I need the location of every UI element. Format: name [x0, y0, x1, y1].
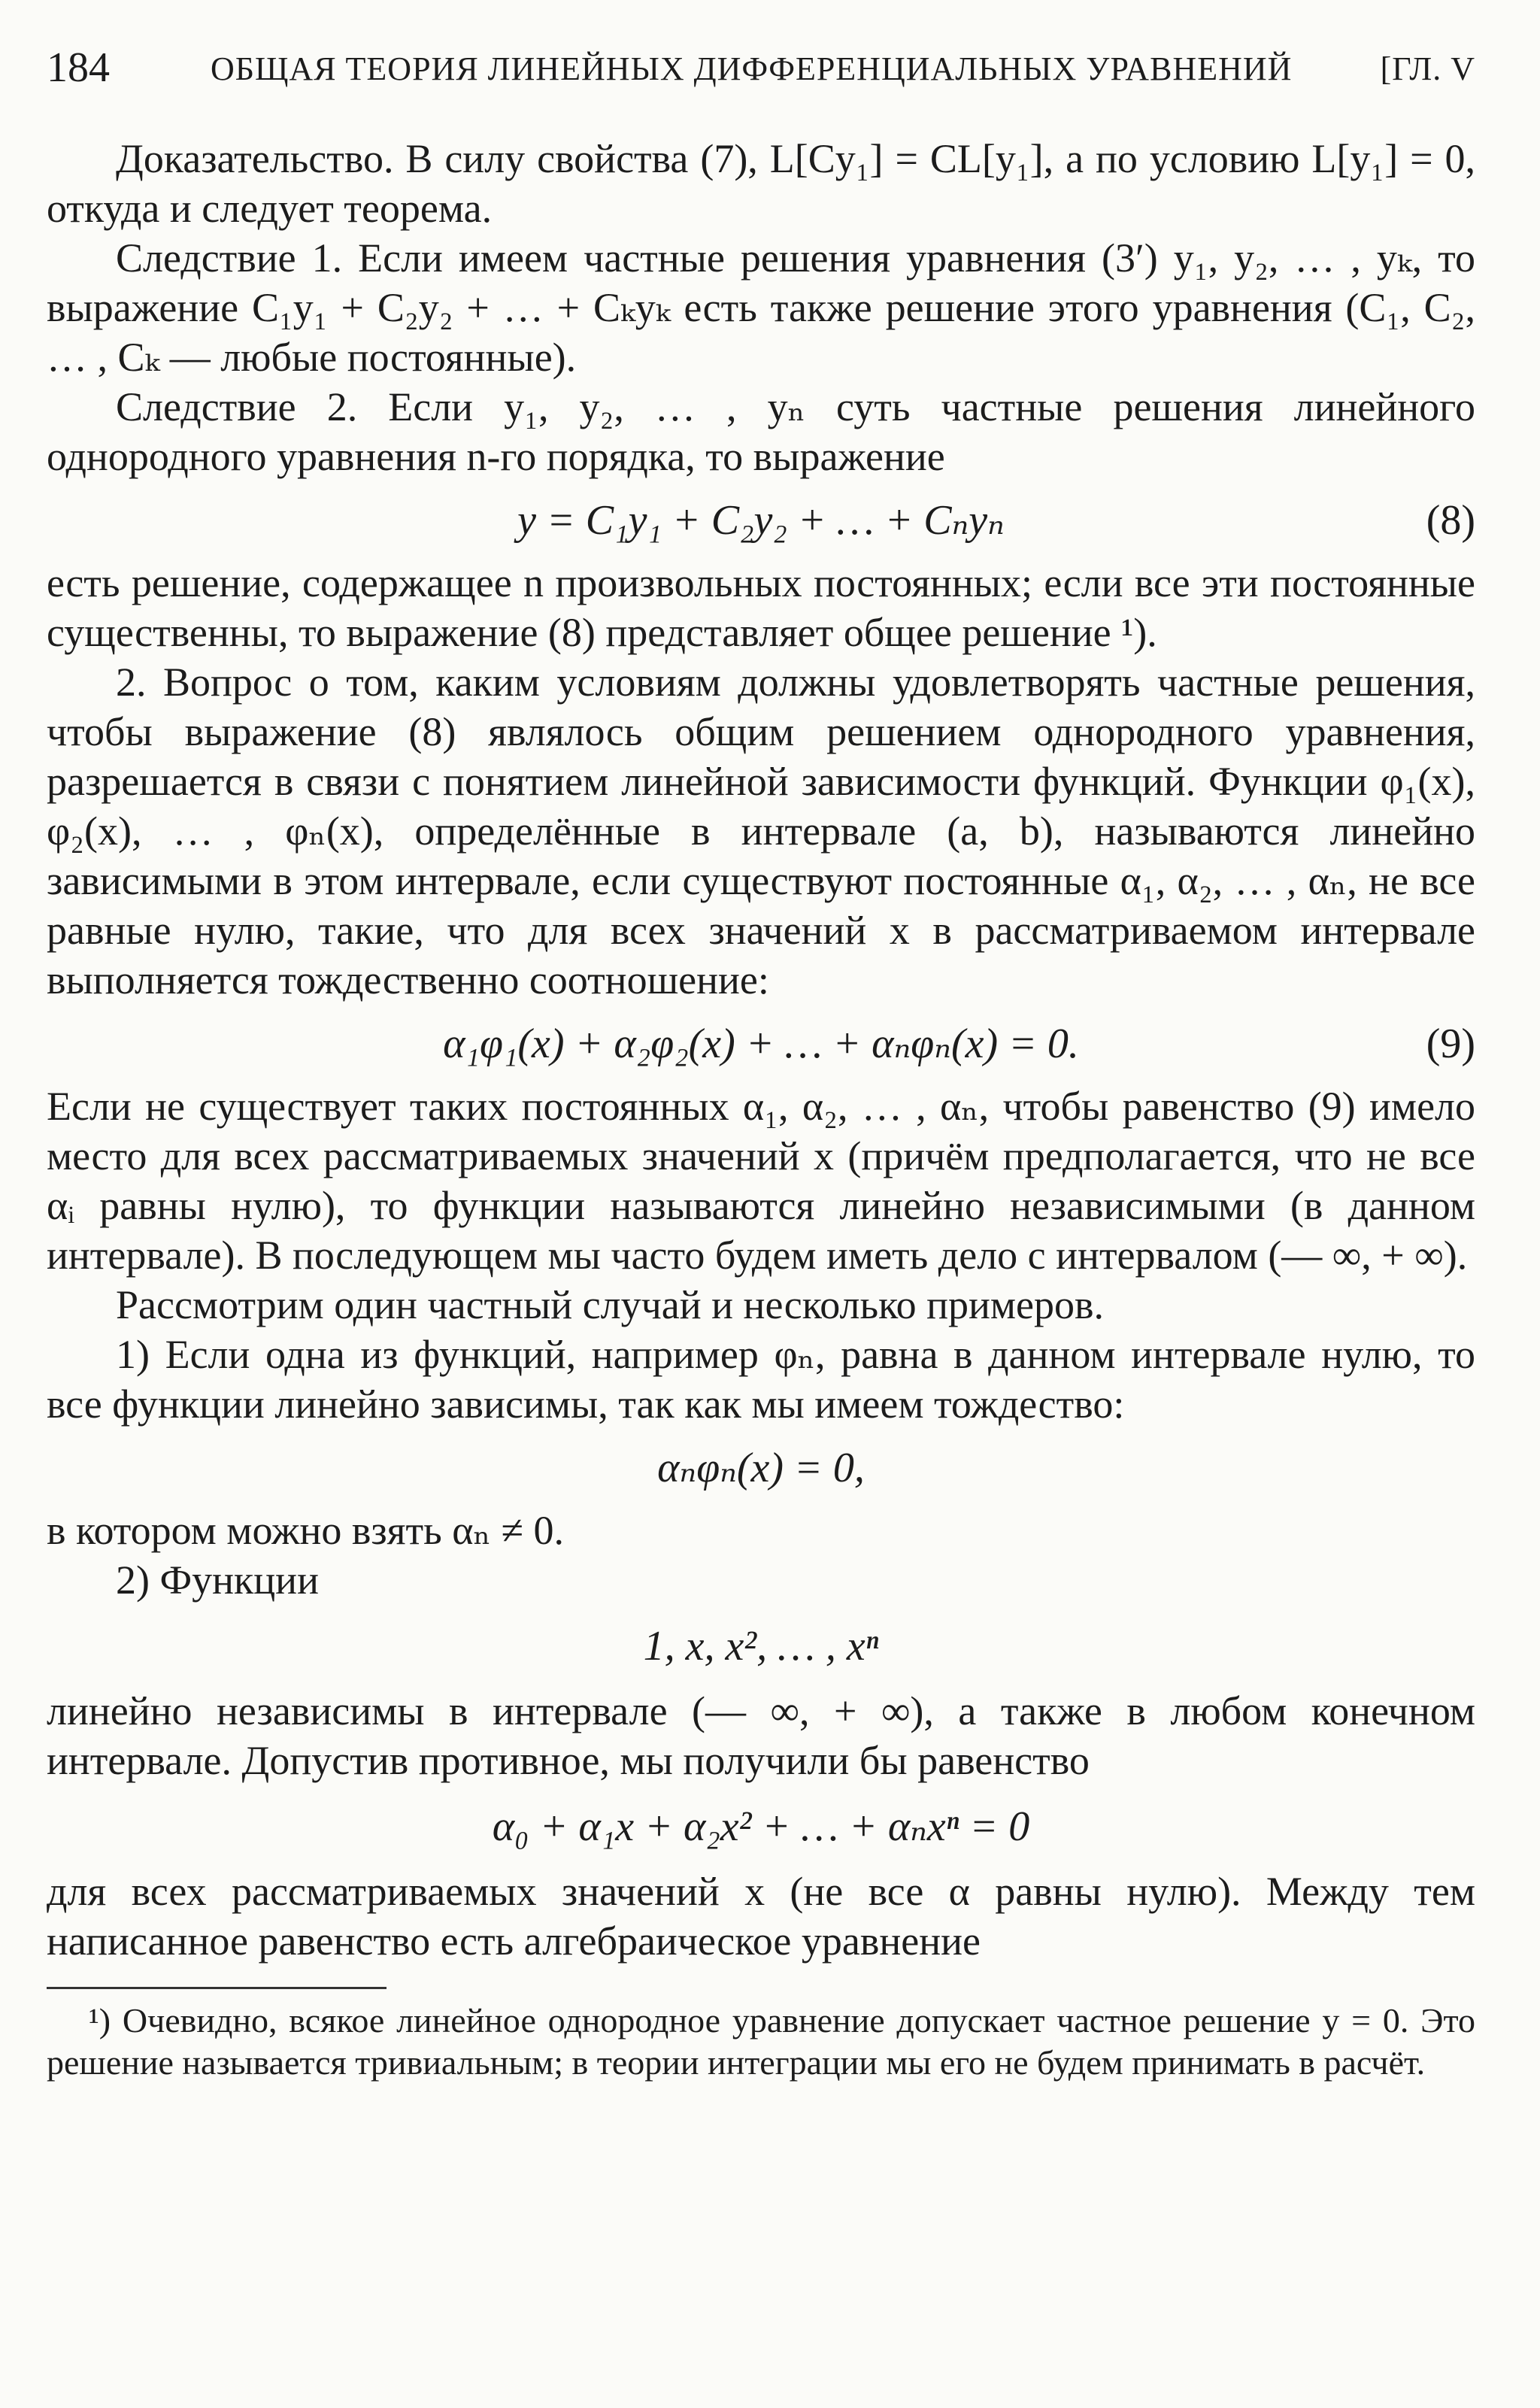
identity-formula: αₙφₙ(x) = 0, [657, 1445, 865, 1491]
after-case-2-paragraph: линейно независимы в интервале (— ∞, + ∞), а также в любом конечном интервале. Допустив противное, мы получили бы равенство [47, 1688, 1475, 1783]
proof-paragraph: Доказательство. В силу свойства (7), L[Cy₁] = CL[y₁], а по условию L[y₁] = 0, откуда и следует теорема. [47, 136, 1475, 231]
powers-formula: 1, x, x², … , xⁿ [643, 1623, 879, 1670]
equation-8-formula: y = C₁y₁ + C₂y₂ + … + Cₙyₙ [517, 497, 1005, 544]
running-title: ОБЩАЯ ТЕОРИЯ ЛИНЕЙНЫХ ДИФФЕРЕНЦИАЛЬНЫХ УРАВНЕНИЙ [211, 50, 1293, 87]
chapter-label: [ГЛ. V [1380, 50, 1475, 87]
page-number: 184 [47, 44, 110, 91]
page-body [47, 134, 1475, 2084]
corollary-2-paragraph: Следствие 2. Если y₁, y₂, … , yₙ суть частные решения линейного однородного уравнения n-го порядка, то выражение [47, 384, 1475, 479]
equation-9-number: (9) [1426, 1021, 1475, 1067]
powers-list [47, 1609, 1475, 1683]
equation-8 [47, 486, 1475, 555]
after-eq9-paragraph: Если не существует таких постоянных α₁, α₂, … , αₙ, чтобы равенство (9) имело место для всех рассматриваемых значений x (причём предполагается, что не все αᵢ равны нулю), то функции называются линейно независимыми (в данном интервале). В последующем мы часто будем иметь дело с интервалом (— ∞, + ∞). [47, 1084, 1475, 1278]
section-2-paragraph: 2. Вопрос о том, каким условиям должны удовлетворять частные решения, чтобы выражение (8) являлось общим решением однородного уравнения, разрешается в связи с понятием линейной зависимости функций. Функции φ₁(x), φ₂(x), … , φₙ(x), определённые в интервале (a, b), называются линейно зависимыми в этом интервале, если существуют постоянные α₁, α₂, … , αₙ, не все равные нулю, такие, что для всех значений x в рассматриваемом интервале выполняется тождественно соотношение: [47, 660, 1475, 1002]
corollary-1-paragraph: Следствие 1. Если имеем частные решения уравнения (3′) y₁, y₂, … , yₖ, то выражение C₁y₁ + C₂y₂ + … + Cₖyₖ есть также решение этого уравнения (C₁, C₂, … , Cₖ — любые постоянные). [47, 235, 1475, 380]
after-eq8-paragraph: есть решение, содержащее n произвольных постоянных; если все эти постоянные существенны, то выражение (8) представляет общее решение ¹). [47, 560, 1475, 655]
equation-9 [47, 1009, 1475, 1078]
equation-8-number: (8) [1426, 497, 1475, 544]
footnote-text: ¹) Очевидно, всякое линейное однородное уравнение допускает частное решение y = 0. Это решение называется тривиальным; в теории интеграции мы его не будем принимать в расчёт. [47, 2001, 1475, 2082]
footnote [47, 2000, 1475, 2084]
polynomial-equation [47, 1790, 1475, 1864]
identity-equation [47, 1433, 1475, 1503]
running-header [47, 44, 1475, 104]
case-1-paragraph: 1) Если одна из функций, например φₙ, равна в данном интервале нулю, то все функции линейно зависимы, так как мы имеем тождество: [47, 1332, 1475, 1427]
case-2-paragraph: 2) Функции [116, 1557, 319, 1603]
consider-paragraph: Рассмотрим один частный случай и несколько примеров. [116, 1282, 1105, 1327]
footnote-rule [47, 1987, 387, 1989]
equation-9-formula: α₁φ₁(x) + α₂φ₂(x) + … + αₙφₙ(x) = 0. [443, 1021, 1079, 1067]
after-case-1-paragraph: в котором можно взять αₙ ≠ 0. [47, 1508, 565, 1553]
after-polynomial-paragraph: для всех рассматриваемых значений x (не все α равны нулю). Между тем написанное равенство есть алгебраическое уравнение [47, 1869, 1475, 1964]
polynomial-formula: α₀ + α₁x + α₂x² + … + αₙxⁿ = 0 [492, 1803, 1030, 1850]
